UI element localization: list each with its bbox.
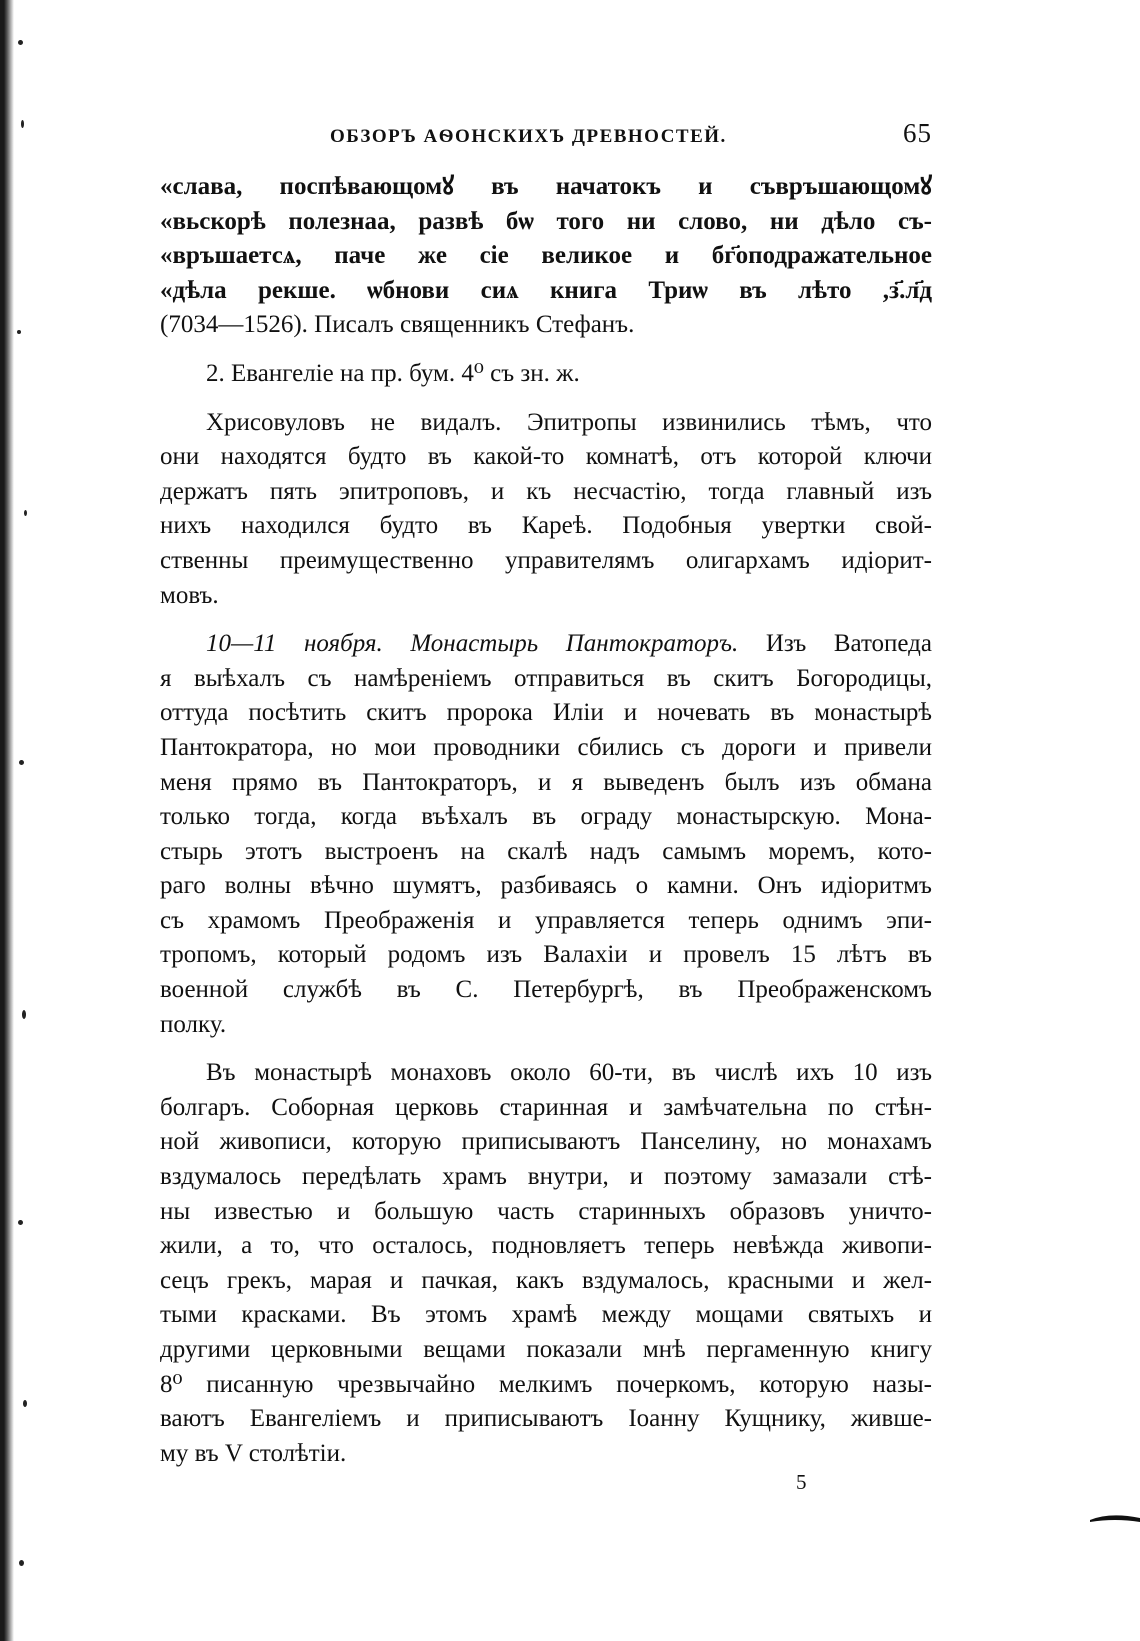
paragraph-line: болгаръ. Соборная церковь старинная и замѣчательна по стѣн- — [160, 1093, 932, 1121]
entry-heading: 10—11 ноября. Монастырь Пантократоръ. — [206, 630, 739, 658]
paragraph-line: раго волны вѣчно шумятъ, разбиваясь о камни. Онъ идіоритмъ — [160, 872, 932, 900]
paragraph-line: военной службѣ въ С. Петербургѣ, въ Преображенскомъ — [160, 976, 932, 1004]
page-number: 65 — [903, 118, 932, 148]
paragraph-line: ственны преимущественно управителямъ олигархамъ идіорит- — [160, 546, 932, 574]
paragraph-line: 8⁰ писанную чрезвычайно мелкимъ почеркомъ, которую назы- — [160, 1370, 932, 1398]
running-title: ОБЗОРЪ АѲОНСКИХЪ ДРЕВНОСТЕЙ. — [330, 126, 727, 147]
paragraph-line: стырь этотъ выстроенъ на скалѣ надъ самымъ моремъ, кото- — [160, 837, 932, 865]
item-line: 2. Евангеліе на пр. бум. 4⁰ съ зн. ж. — [206, 359, 580, 387]
paragraph-line-rest: Изъ Ватопеда — [765, 630, 932, 658]
quote-line: «връшаетсѧ, паче же сіе великое и бг҃оподражательное — [160, 242, 932, 270]
paragraph-line: Хрисовуловъ не видалъ. Эпитропы извинились тѣмъ, что — [206, 408, 932, 436]
binding-edge — [0, 0, 14, 1641]
body-text — [160, 170, 932, 1471]
paragraph-line: полку. — [160, 1010, 227, 1038]
quote-line: (7034—1526). Писалъ священникъ Стефанъ. — [160, 311, 635, 339]
paragraph-line: Въ монастырѣ монаховъ около 60-ти, въ числѣ ихъ 10 изъ — [206, 1059, 932, 1087]
paragraph-line: только тогда, когда въѣхалъ въ ограду монастырскую. Мона- — [160, 803, 932, 831]
paragraph-line: вздумалось передѣлать храмъ внутри, и поэтому замазали стѣ- — [160, 1163, 932, 1191]
paragraph-line: тропомъ, который родомъ изъ Валахіи и провелъ 15 лѣтъ въ — [160, 941, 932, 969]
quote-line: «вьскорѣ полезнаа, развѣ бѡ того ни слово, ни дѣло съ- — [160, 207, 932, 235]
paragraph-line: держатъ пять эпитроповъ, и къ несчастію, тогда главный изъ — [160, 477, 932, 505]
quote-line: «слава, поспѣвающомꙋ въ начатокъ и съвръшающомꙋ — [160, 173, 932, 200]
paragraph-line: они находятся будто въ какой-то комнатѣ, отъ которой ключи — [160, 443, 932, 471]
paragraph-line: съ храмомъ Преображенія и управляется теперь однимъ эпи- — [160, 906, 932, 934]
paragraph-line: жили, а то, что осталось, подновляетъ теперь невѣжда живопи- — [160, 1232, 932, 1260]
binding-specks — [16, 0, 66, 1641]
paragraph-line: сецъ грекъ, марая и пачкая, какъ вздумалось, красными и жел- — [160, 1266, 932, 1294]
paragraph-line: оттуда посѣтить скитъ пророка Иліи и ночевать въ монастырѣ — [160, 699, 932, 727]
paragraph-line: Пантократора, но мои проводники сбились съ дороги и привели — [160, 733, 932, 761]
paragraph-line: ны известью и большую часть старинныхъ образовъ уничто- — [160, 1197, 932, 1225]
running-head — [160, 118, 932, 158]
paragraph-line: другими церковными вещами показали мнѣ пергаменную книгу — [160, 1336, 932, 1363]
quote-line: «дѣла рекше. ѡбнови сиѧ книга Триѡ въ лѣто ,з҃.л҃д — [160, 276, 932, 304]
paragraph-line: ваютъ Евангеліемъ и приписываютъ Іоанну Кущнику, жившe- — [160, 1405, 932, 1433]
paragraph-line: ной живописи, которую приписываютъ Панселину, но монахамъ — [160, 1128, 932, 1156]
paragraph-first-line — [160, 627, 932, 662]
paragraph-line: нихъ находился будто въ Кареѣ. Подобныя увертки свой- — [160, 512, 932, 540]
paragraph-line: му въ V столѣтіи. — [160, 1439, 347, 1467]
paragraph-line: мовъ. — [160, 581, 219, 609]
paragraph-line: меня прямо въ Пантократоръ, и я выведенъ былъ изъ обмана — [160, 768, 932, 796]
paragraph-line: я выѣхалъ съ намѣреніемъ отправиться въ скитъ Богородицы, — [160, 664, 932, 692]
page-edge-mark — [1090, 1512, 1140, 1526]
signature-mark: 5 — [796, 1470, 807, 1494]
paragraph-line: тыми красками. Въ этомъ храмѣ между мощами святыхъ и — [160, 1301, 932, 1329]
